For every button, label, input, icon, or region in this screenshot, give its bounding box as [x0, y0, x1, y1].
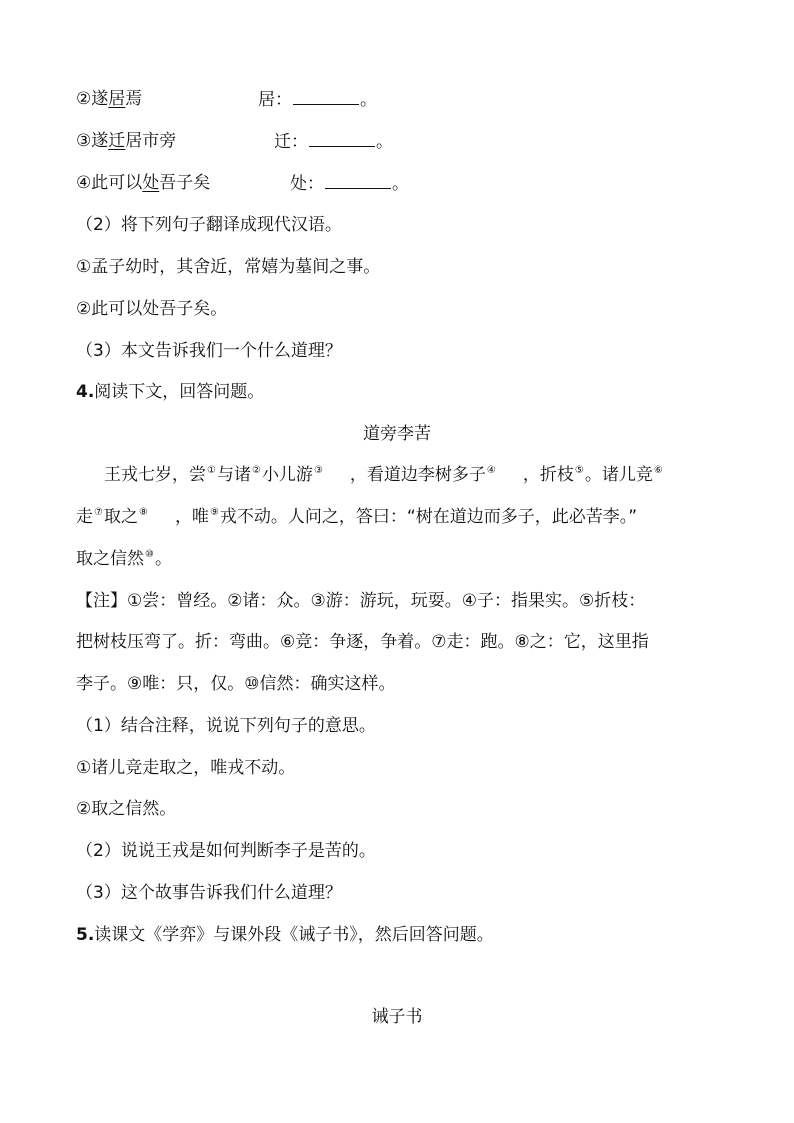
- q4-heading: [76, 381, 264, 403]
- q3-item-3: ③遂迁居市旁: [76, 131, 177, 151]
- footnote-marker: ④: [486, 465, 496, 477]
- question-number: 5.: [76, 925, 95, 945]
- passage-title: 诫子书: [371, 1007, 423, 1027]
- q4-part1-sentence-1: ①诸儿竞走取之，唯戎不动。: [76, 758, 296, 778]
- footnote-marker: ⑥: [653, 465, 663, 477]
- footnote-marker: ⑩: [145, 549, 154, 561]
- item-prefix: ④: [76, 173, 92, 193]
- passage-line-2: 走⑦取之⑧ ，唯⑨戎不动。人问之，答曰：“树在道边而多子，此必苦李。”: [76, 507, 638, 527]
- q3-item-2-answer: 居： 。: [258, 90, 377, 110]
- answer-blank[interactable]: [309, 130, 375, 147]
- q3-part2: （2）将下列句子翻译成现代汉语。: [76, 215, 342, 235]
- underlined-word: 居: [108, 89, 126, 109]
- notes-line-2: 把树枝压弯了。折：弯曲。⑥竞：争逐，争着。⑦走：跑。⑧之：它，这里指: [76, 632, 649, 652]
- question-number: 4.: [76, 382, 95, 402]
- notes-line-1: 【注】①尝：曾经。②诸：众。③游：游玩，玩耍。④子：指果实。⑤折枝：: [76, 591, 646, 611]
- q3-item-3-answer: 迁： 。: [274, 132, 393, 152]
- footnote-marker: ③: [313, 465, 323, 477]
- underlined-word: 处: [142, 173, 160, 193]
- q4-part2: （2）说说王戎是如何判断李子是苦的。: [76, 841, 376, 861]
- item-prefix: ②: [76, 89, 92, 109]
- underlined-word: 迁: [108, 131, 126, 151]
- q4-part3: （3）这个故事告诉我们什么道理？: [76, 883, 342, 903]
- footnote-marker: ①: [207, 465, 216, 477]
- q3-item-4-answer: 处： 。: [290, 174, 409, 194]
- q3-item-2: ②遂居焉: [76, 89, 143, 109]
- question-prompt: 阅读下文，回答问题。: [94, 382, 265, 402]
- footnote-marker: ⑨: [209, 507, 219, 519]
- notes-line-3: 李子。⑨唯：只，仅。⑩信然：确实这样。: [76, 674, 396, 694]
- passage-line-3: 取之信然⑩。: [76, 549, 172, 569]
- q3-sentence-1: ①孟子幼时，其舍近，常嬉为墓间之事。: [76, 257, 381, 277]
- answer-blank[interactable]: [325, 172, 391, 189]
- item-prefix: ③: [76, 131, 92, 151]
- q4-part1: （1）结合注释，说说下列句子的意思。: [76, 716, 376, 736]
- q5-heading: [76, 924, 494, 946]
- passage-line-1: 王戎七岁，尝①与诸②小儿游③ ，看道边李树多子④ ，折枝⑤。诸儿竞⑥: [104, 465, 663, 485]
- q3-item-4: ④此可以处吾子矣: [76, 173, 211, 193]
- footnote-marker: ②: [251, 465, 261, 477]
- question-prompt: 读课文《学弈》与课外段《诫子书》，然后回答问题。: [94, 925, 494, 945]
- answer-blank[interactable]: [293, 88, 359, 105]
- footnote-marker: ⑧: [138, 507, 148, 519]
- footnote-marker: ⑦: [94, 507, 103, 519]
- passage-title: 道旁李苦: [363, 424, 431, 444]
- q3-part3: （3）本文告诉我们一个什么道理？: [76, 341, 342, 361]
- q4-part1-sentence-2: ②取之信然。: [76, 799, 177, 819]
- footnote-marker: ⑤: [574, 465, 584, 477]
- q3-sentence-2: ②此可以处吾子矣。: [76, 299, 228, 319]
